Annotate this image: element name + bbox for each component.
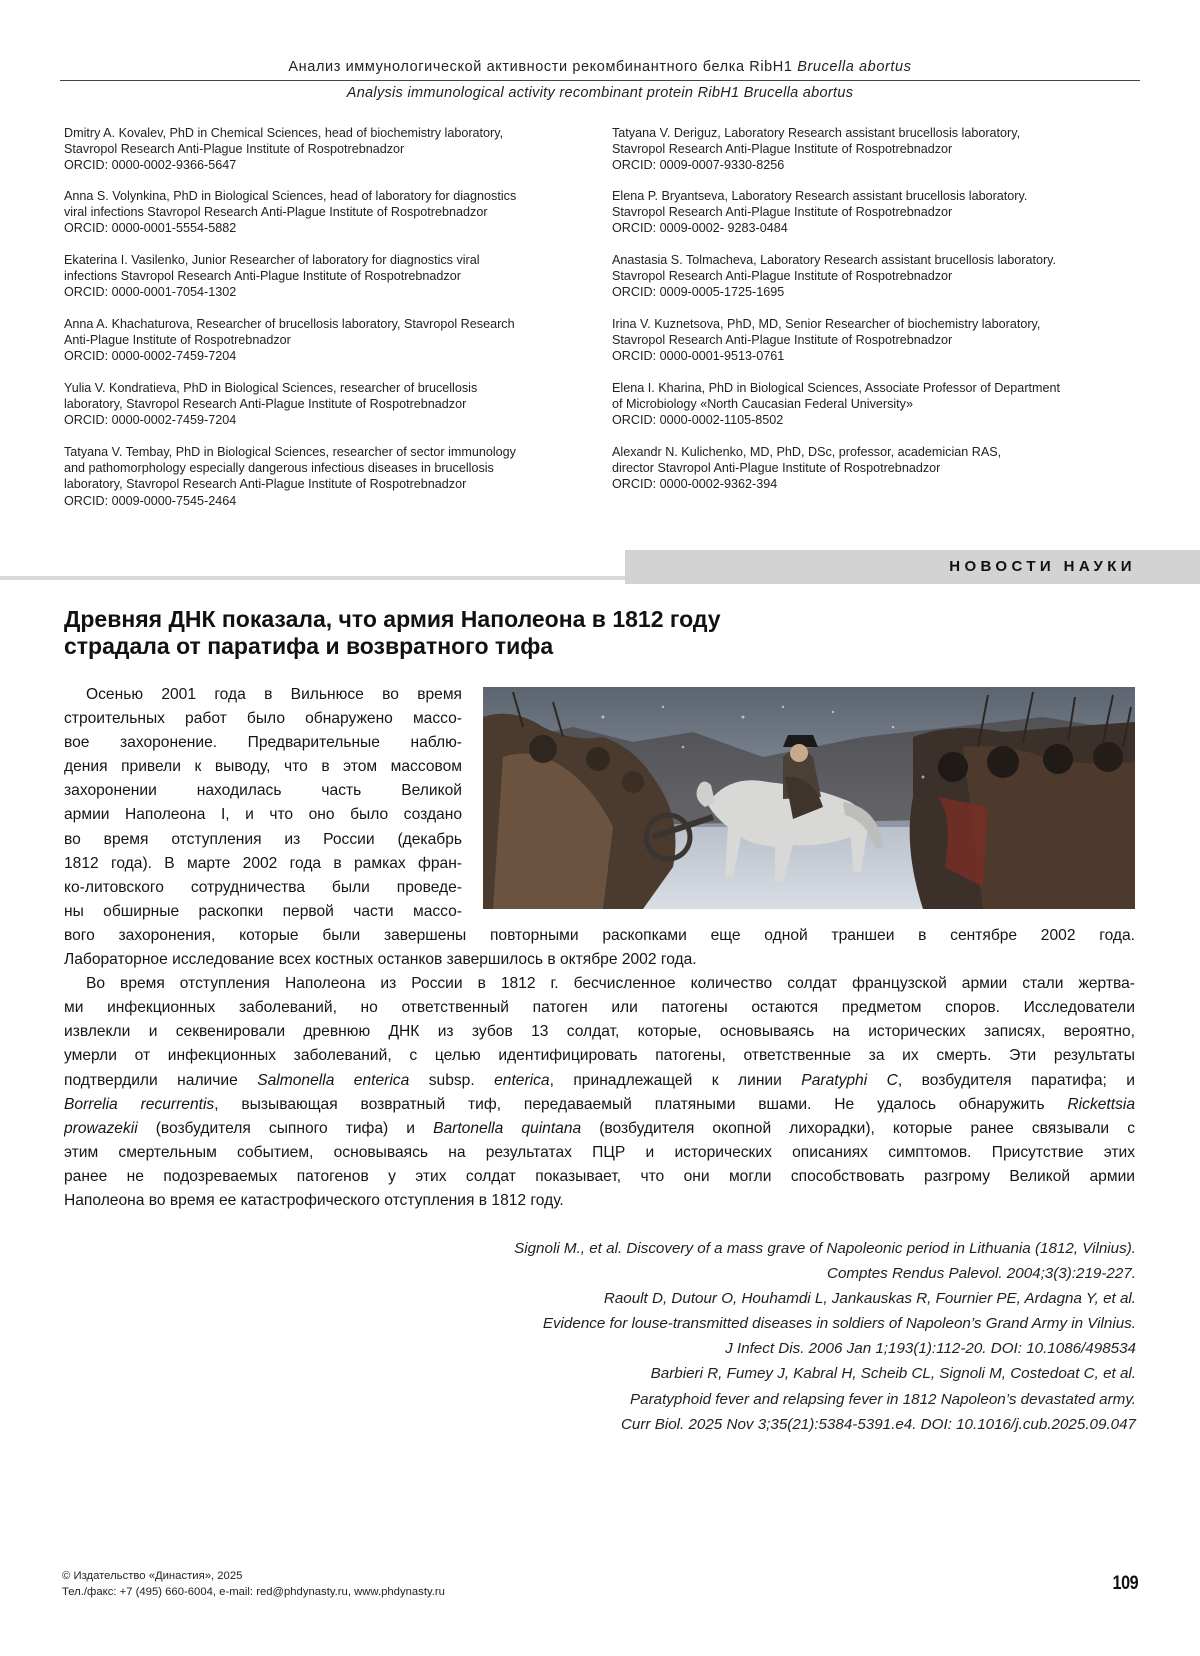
reference-line: Curr Biol. 2025 Nov 3;35(21):5384-5391.e4. DOI: 10.1016/j.cub.2025.09.047 (620, 1415, 1136, 1433)
body-line: армии Наполеона I, и что оно было создано (64, 806, 462, 824)
author-line: Anna A. Khachaturova, Researcher of brucellosis laboratory, Stavropol Research (64, 317, 515, 331)
author-orcid: ORCID: 0009-0005-1725-1695 (612, 285, 785, 300)
species-name: Paratyphi C (801, 1071, 898, 1089)
author-orcid: ORCID: 0000-0002-7459-7204 (64, 413, 237, 428)
body-line: Наполеона во время ее катастрофического отступления в 1812 году. (64, 1191, 564, 1209)
author-entry (612, 252, 1056, 301)
author-orcid: ORCID: 0000-0001-7054-1302 (64, 285, 237, 300)
reference-line: Comptes Rendus Palevol. 2004;3(3):219-227. (826, 1265, 1136, 1283)
body-line: умерли от инфекционных заболеваний, с целью идентифицировать патогены, ответственные за их смерть. Эти результаты (64, 1047, 1135, 1065)
author-line: Dmitry A. Kovalev, PhD in Chemical Sciences, head of biochemistry laboratory, (64, 126, 504, 140)
author-entry (64, 252, 480, 301)
body-line: Во время отступления Наполеона из России в 1812 г. бесчисленное количество солдат французской армии стали жертва- (86, 975, 1135, 993)
body-line: захоронении находилась часть Великой (64, 782, 462, 800)
species-name: Borrelia recurrentis (64, 1095, 215, 1113)
author-orcid: ORCID: 0009-0000-7545-2464 (64, 493, 237, 508)
body-line (64, 1093, 1135, 1117)
author-orcid: ORCID: 0000-0002-9366-5647 (64, 158, 237, 173)
article-title-line: страдала от паратифа и возвратного тифа (64, 633, 554, 659)
species-name: Rickettsia (1067, 1095, 1135, 1113)
author-orcid: ORCID: 0000-0001-5554-5882 (64, 221, 237, 236)
article-body (64, 683, 1135, 1213)
text-run: , возбудителя паратифа; и (897, 1071, 1135, 1089)
page-number: 109 (1112, 1573, 1138, 1594)
reference-line: Raoult D, Dutour O, Houhamdi L, Jankauskas R, Fournier PE, Ardagna Y, et al. (603, 1290, 1136, 1308)
author-line: laboratory, Stavropol Research Anti-Plague Institute of Rospotrebnadzor (64, 477, 467, 492)
body-line: этим смертельным событием, основываясь на результатах ПЦР и исторических описаниях симптомов. Присутствие этих (64, 1143, 1135, 1161)
section-divider (0, 576, 625, 580)
author-entry (64, 380, 477, 429)
author-orcid: ORCID: 0009-0002- 9283-0484 (612, 221, 788, 236)
reference-line: J Infect Dis. 2006 Jan 1;193(1):112-20. DOI: 10.1086/498534 (725, 1340, 1136, 1358)
text-run: , принадлежащей к линии (549, 1071, 802, 1089)
body-line: ми инфекционных заболеваний, но ответственный патоген или патогены остаются предметом споров. Исследователи (64, 999, 1135, 1017)
reference-line: Evidence for louse-transmitted diseases in soldiers of Napoleon’s Grand Army in Vilnius. (542, 1315, 1136, 1333)
species-name: enterica (494, 1071, 550, 1089)
species-name: Bartonella quintana (433, 1119, 582, 1137)
author-line: Elena P. Bryantseva, Laboratory Research assistant brucellosis laboratory. (612, 189, 1028, 203)
author-line: and pathomorphology especially dangerous infectious diseases in brucellosis (64, 461, 494, 476)
author-orcid: ORCID: 0000-0002-9362-394 (612, 477, 778, 492)
body-line: ны обширные раскопки первой части массо- (64, 902, 462, 920)
footer-copyright: © Издательство «Династия», 2025 (62, 1570, 243, 1582)
text-run: (возбудителя окопной лихорадки), которые ранее связывали с (581, 1119, 1135, 1137)
author-line: Elena I. Kharina, PhD in Biological Sciences, Associate Professor of Department (612, 381, 1061, 395)
author-line: Stavropol Research Anti-Plague Institute of Rospotrebnadzor (612, 205, 953, 220)
author-line: Tatyana V. Tembay, PhD in Biological Sciences, researcher of sector immunology (64, 445, 516, 459)
body-line: 1812 года). В марте 2002 года в рамках фран- (64, 854, 462, 872)
author-line: laboratory, Stavropol Research Anti-Plague Institute of Rospotrebnadzor (64, 397, 467, 412)
author-orcid: ORCID: 0000-0001-9513-0761 (612, 349, 785, 364)
author-orcid: ORCID: 0009-0007-9330-8256 (612, 158, 785, 173)
author-orcid: ORCID: 0000-0002-7459-7204 (64, 349, 237, 364)
section-band (625, 550, 1200, 584)
body-line: извлекли и секвенировали древнюю ДНК из зубов 13 солдат, которые, основываясь на исторических записях, вероятно, (64, 1023, 1135, 1041)
author-entry (64, 188, 516, 237)
author-line: Tatyana V. Deriguz, Laboratory Research assistant brucellosis laboratory, (612, 126, 1021, 140)
body-line: ко-литовского сотрудничества были проведе- (64, 878, 462, 896)
species-name: Salmonella enterica (257, 1071, 410, 1089)
running-header-ru (60, 59, 1140, 75)
author-line: Irina V. Kuznetsova, PhD, MD, Senior Researcher of biochemistry laboratory, (612, 317, 1041, 331)
running-header-en: Analysis immunological activity recombinant protein RibH1 Brucella abortus (346, 85, 854, 101)
body-line: вое захоронение. Предварительные наблю- (64, 734, 462, 752)
body-line (64, 1069, 1135, 1093)
author-entry (64, 444, 516, 509)
author-entry (612, 125, 1020, 174)
article-title (64, 606, 824, 660)
author-line: Stavropol Research Anti-Plague Institute of Rospotrebnadzor (612, 333, 953, 348)
author-line: Stavropol Research Anti-Plague Institute of Rospotrebnadzor (64, 142, 405, 157)
article-title-line: Древняя ДНК показала, что армия Наполеона в 1812 году (64, 606, 721, 632)
author-line: infections Stavropol Research Anti-Plague Institute of Rospotrebnadzor (64, 269, 461, 284)
body-line: строительных работ было обнаружено массо- (64, 710, 462, 728)
body-line: Лабораторное исследование всех костных останков завершилось в октябре 2002 года. (64, 951, 697, 969)
text-run: (возбудителя сыпного тифа) и (137, 1119, 434, 1137)
author-entry (64, 316, 515, 365)
author-entry (612, 188, 1027, 237)
author-line: of Microbiology «North Caucasian Federal University» (612, 397, 913, 412)
body-line (64, 1117, 1135, 1141)
author-entry (612, 444, 1001, 493)
text-run: subsp. (409, 1071, 495, 1089)
author-line: director Stavropol Anti-Plague Institute of Rospotrebnadzor (612, 461, 941, 476)
species-name: prowazekii (64, 1119, 138, 1137)
author-line: Anti-Plague Institute of Rospotrebnadzor (64, 333, 291, 348)
reference-line: Signoli M., et al. Discovery of a mass grave of Napoleonic period in Lithuania (1812, Vilnius). (514, 1240, 1136, 1257)
body-line: Осенью 2001 года в Вильнюсе во время (86, 686, 462, 703)
author-line: Stavropol Research Anti-Plague Institute of Rospotrebnadzor (612, 269, 953, 284)
author-line: Anna S. Volynkina, PhD in Biological Sciences, head of laboratory for diagnostics (64, 189, 517, 203)
footer-contacts: Тел./факс: +7 (495) 660-6004, e-mail: red@phdynasty.ru, www.phdynasty.ru (62, 1586, 445, 1598)
text-run: , вызывающая возвратный тиф, передаваемый платяными вшами. Не удалось обнаружить (214, 1095, 1068, 1113)
body-line: ранее не подозреваемых патогенов у этих солдат показывает, что они могли способствовать разгрому Великой армии (64, 1167, 1135, 1185)
author-line: Alexandr N. Kulichenko, MD, PhD, DSc, professor, academician RAS, (612, 445, 1002, 459)
references (236, 1236, 1136, 1437)
body-line: вого захоронения, которые были завершены повторными раскопками еще одной траншеи в сентябре 2002 года. (64, 926, 1135, 944)
author-entry (612, 316, 1040, 365)
body-line: во время отступления из России (декабрь (64, 830, 462, 848)
author-entry (64, 125, 503, 174)
author-line: Anastasia S. Tolmacheva, Laboratory Research assistant brucellosis laboratory. (612, 253, 1057, 267)
author-line: viral infections Stavropol Research Anti-Plague Institute of Rospotrebnadzor (64, 205, 488, 220)
author-orcid: ORCID: 0000-0002-1105-8502 (612, 413, 784, 428)
header-divider (60, 80, 1140, 81)
running-header-ru-title: Анализ иммунологической активности рекомбинантного белка RibH1 (288, 59, 793, 75)
running-header-ru-species: Brucella abortus (797, 59, 912, 75)
footer (62, 1568, 445, 1600)
reference-line: Barbieri R, Fumey J, Kabral H, Scheib CL, Signoli M, Costedoat C, et al. (650, 1365, 1136, 1383)
body-line: дения привели к выводу, что в этом массовом (64, 758, 462, 776)
reference-line: Paratyphoid fever and relapsing fever in 1812 Napoleon’s devastated army. (630, 1390, 1136, 1408)
text-run: подтвердили наличие (64, 1071, 258, 1089)
author-line: Ekaterina I. Vasilenko, Junior Researcher of laboratory for diagnostics viral (64, 253, 480, 267)
author-entry (612, 380, 1060, 429)
section-label: НОВОСТИ НАУКИ (949, 558, 1136, 575)
author-line: Yulia V. Kondratieva, PhD in Biological Sciences, researcher of brucellosis (64, 381, 478, 395)
author-line: Stavropol Research Anti-Plague Institute of Rospotrebnadzor (612, 142, 953, 157)
